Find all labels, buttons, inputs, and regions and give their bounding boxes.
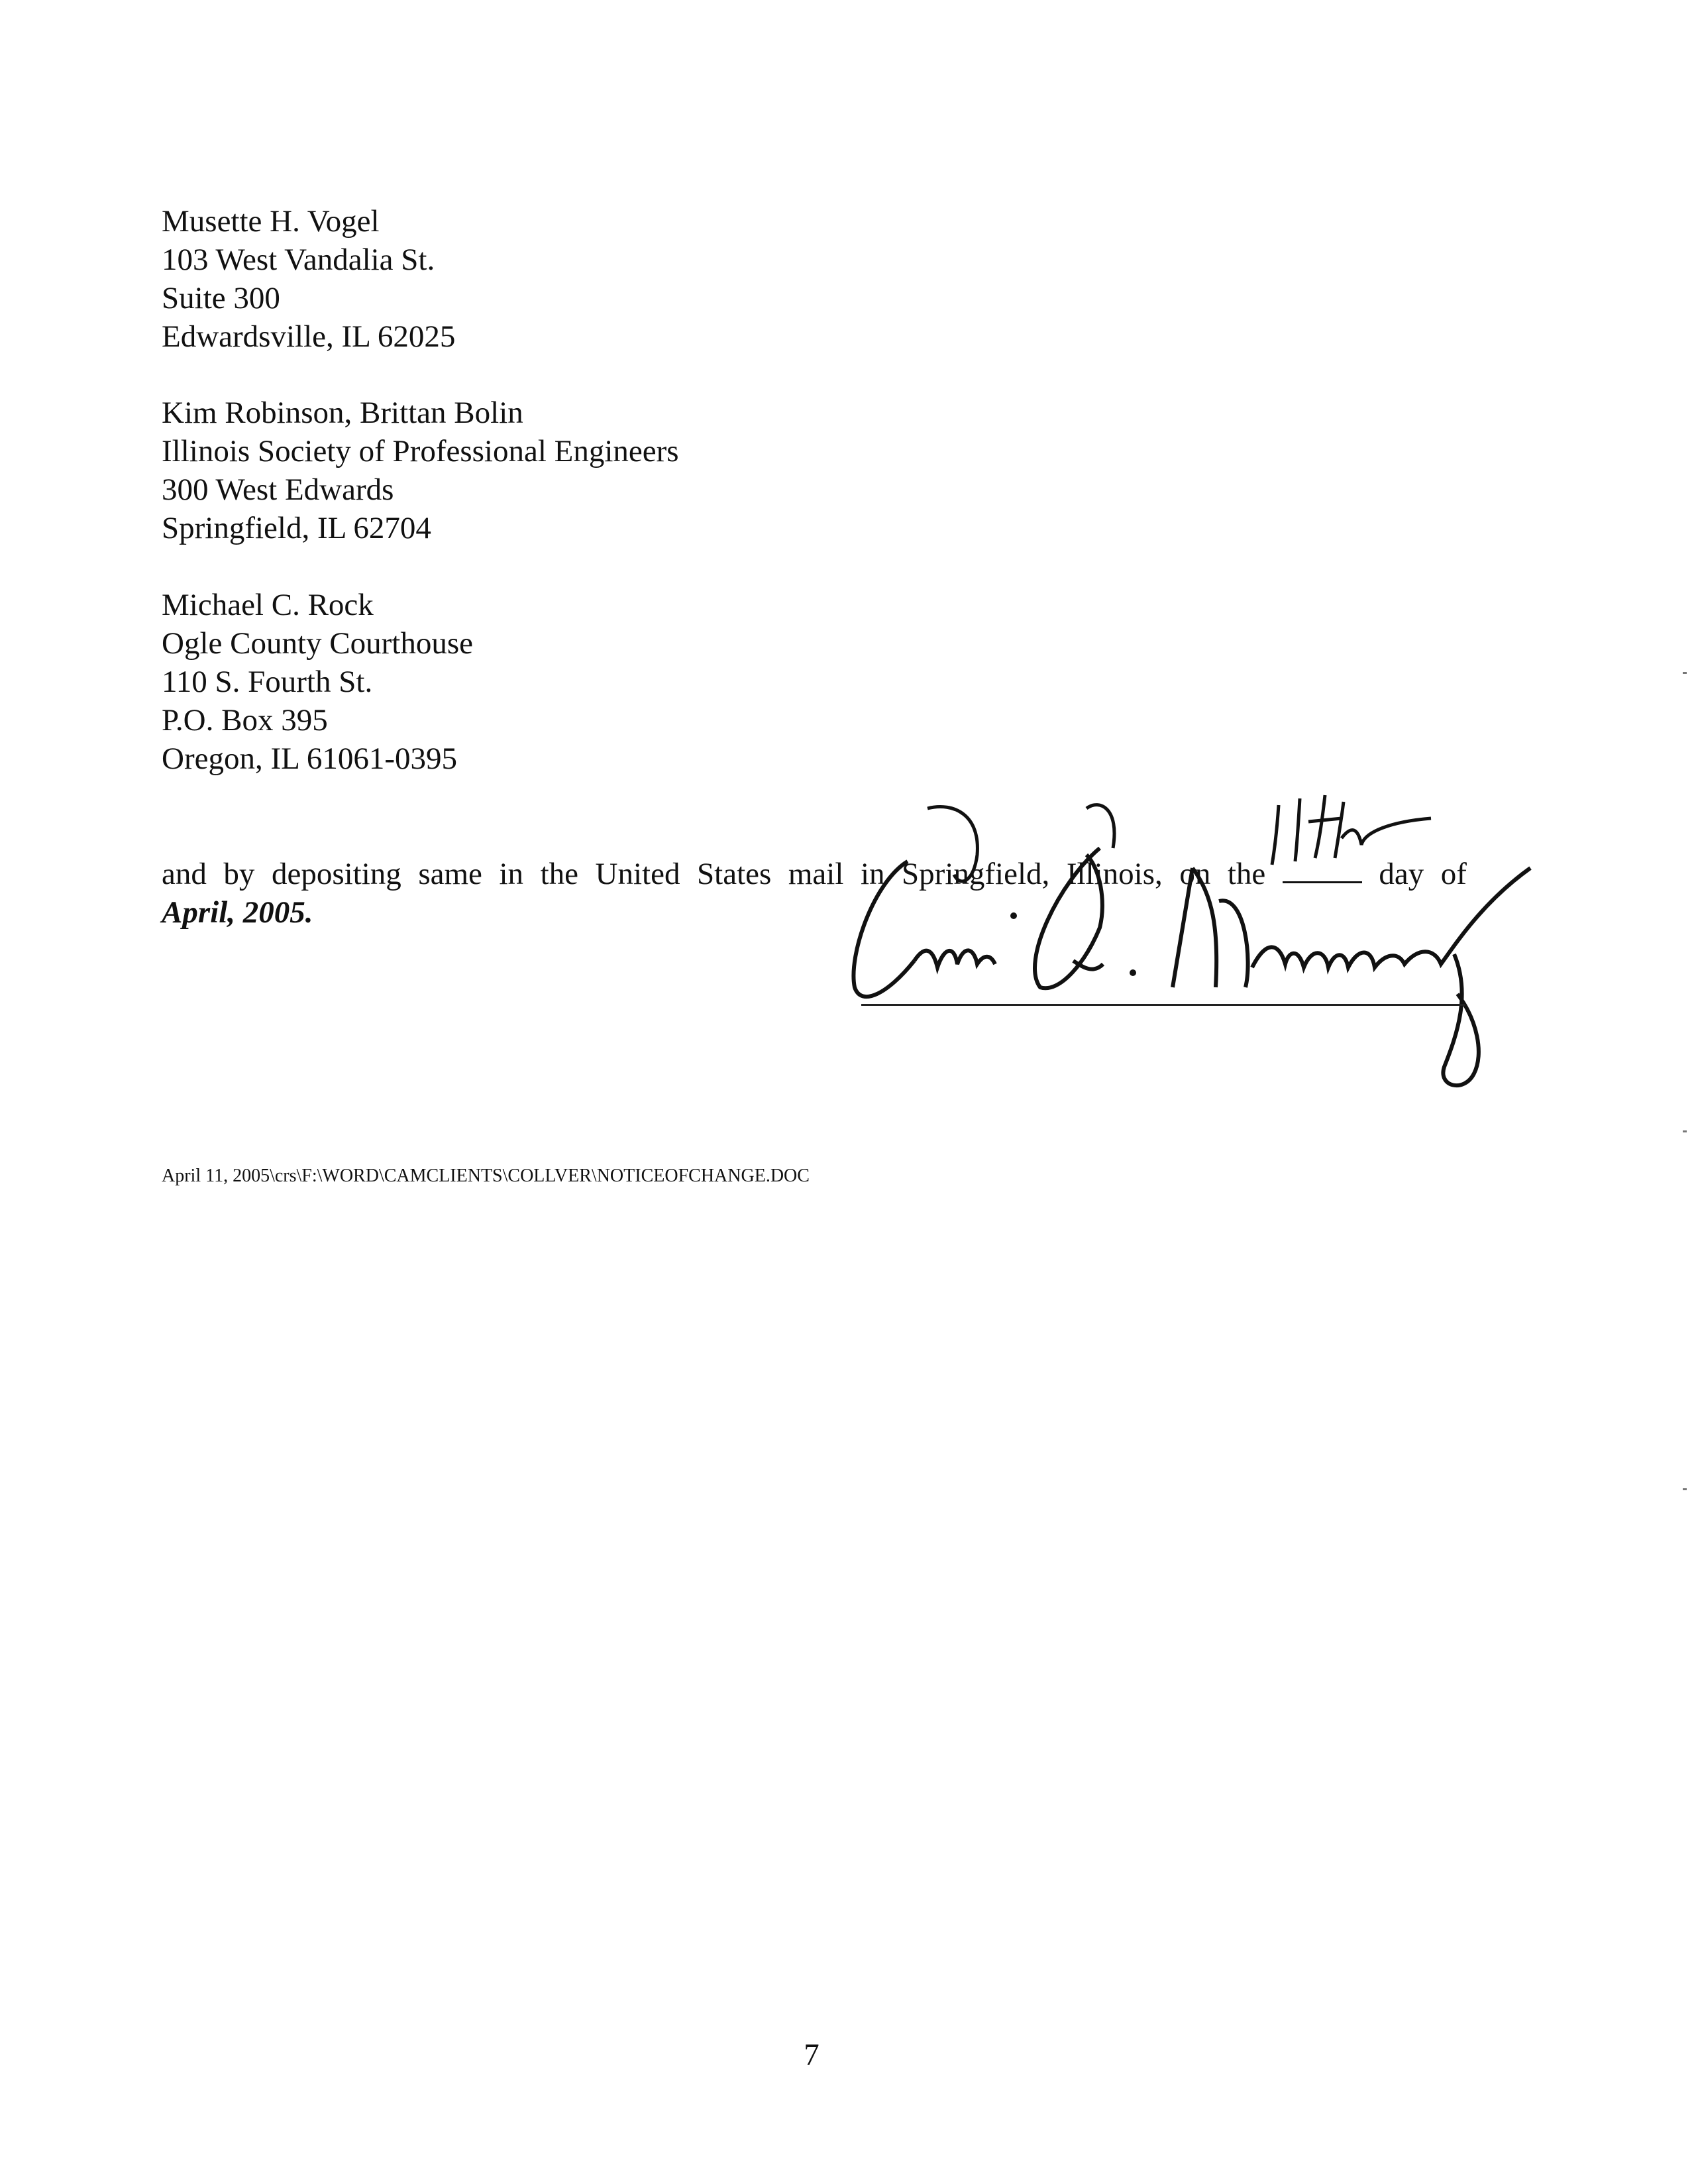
- deposit-word: on: [1179, 857, 1211, 891]
- recipient-address-rock: [162, 586, 473, 778]
- address-line: 110 S. Fourth St.: [162, 665, 373, 699]
- deposit-word: by: [223, 857, 255, 891]
- deposit-word: depositing: [271, 857, 401, 891]
- deposit-word: day: [1379, 857, 1424, 891]
- address-line: Oregon, IL 61061-0395: [162, 741, 457, 776]
- recipient-name: Michael C. Rock: [162, 588, 374, 622]
- deposit-word: United: [595, 857, 680, 891]
- recipient-address-vogel: [162, 202, 455, 356]
- deposit-word: in: [499, 857, 524, 891]
- deposit-word: and: [162, 857, 207, 891]
- recipient-name: Kim Robinson, Brittan Bolin: [162, 396, 523, 430]
- deposit-word: of: [1440, 857, 1467, 891]
- deposit-word: mail: [788, 857, 844, 891]
- deposit-word: States: [697, 857, 772, 891]
- address-line: Illinois Society of Professional Engineers: [162, 434, 679, 468]
- address-line: P.O. Box 395: [162, 703, 328, 737]
- page-number: 7: [804, 2038, 820, 2072]
- address-line: Edwardsville, IL 62025: [162, 319, 456, 354]
- address-line: Suite 300: [162, 281, 280, 315]
- address-line: 300 West Edwards: [162, 472, 394, 507]
- margin-mark: [1683, 1130, 1687, 1132]
- address-line: Springfield, IL 62704: [162, 511, 431, 545]
- deposit-word: the: [540, 857, 578, 891]
- signature-image: [822, 795, 1550, 1113]
- deposit-word: Springfield,: [902, 857, 1050, 891]
- deposit-date: April, 2005.: [162, 895, 313, 930]
- deposit-word: the: [1227, 857, 1266, 891]
- document-file-path: April 11, 2005\crs\F:\WORD\CAMCLIENTS\COLLVER\NOTICEOFCHANGE.DOC: [162, 1166, 810, 1186]
- recipient-name: Musette H. Vogel: [162, 204, 380, 239]
- signature-line: [861, 1004, 1465, 1006]
- recipient-address-robinson: [162, 394, 679, 547]
- address-line: Ogle County Courthouse: [162, 626, 473, 661]
- margin-mark: [1683, 672, 1687, 674]
- margin-mark: [1683, 1488, 1687, 1490]
- deposit-word: Illinois,: [1066, 857, 1163, 891]
- deposit-word: same: [418, 857, 482, 891]
- address-line: 103 West Vandalia St.: [162, 243, 435, 277]
- deposit-word: in: [860, 857, 885, 891]
